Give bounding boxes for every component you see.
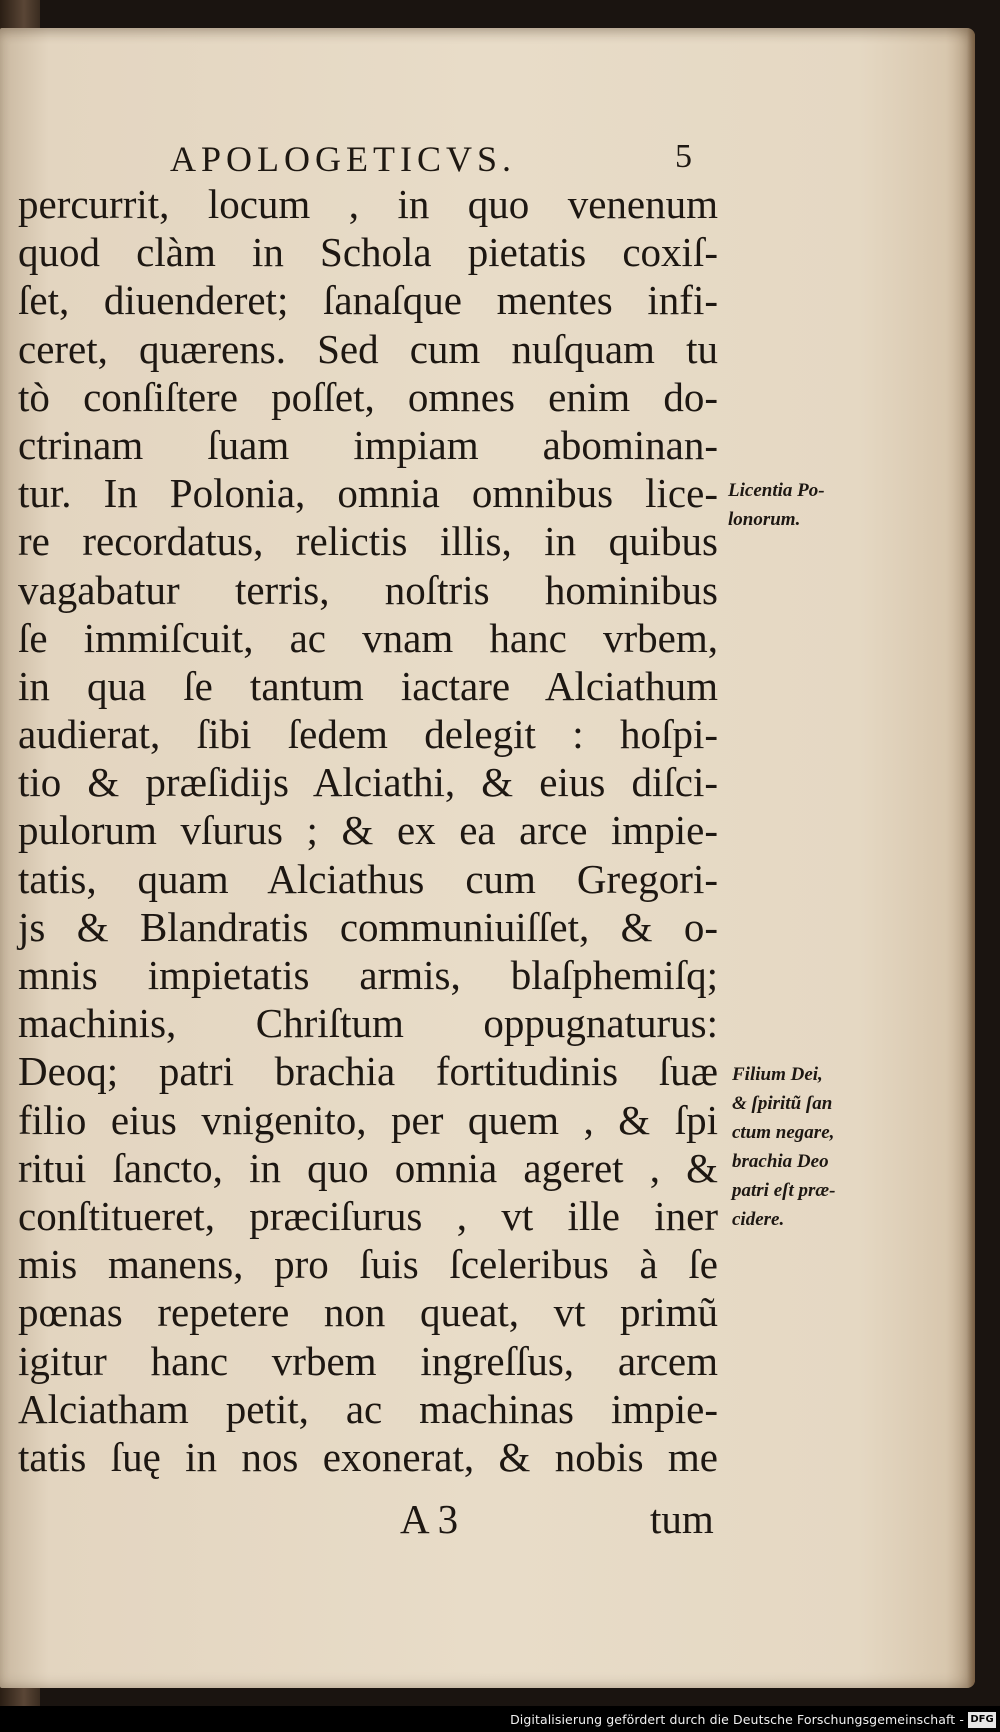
- text-line: tur. In Polonia, omnia omnibus lice-: [18, 470, 718, 517]
- text-line: mis manens, pro ſuis ſceleribus à ſe: [18, 1241, 718, 1288]
- body-text: [18, 180, 738, 1481]
- text-line: igitur hanc vrbem ingreſſus, arcem: [18, 1337, 718, 1384]
- margin-note-line: lonorum.: [728, 509, 801, 530]
- text-line: re recordatus, relictis illis, in quibus: [18, 518, 718, 565]
- margin-note: [732, 1060, 835, 1234]
- margin-note-line: patri eſt præ-: [732, 1180, 836, 1201]
- running-title: APOLOGETICVS.: [170, 139, 517, 179]
- text-line: tò conſiſtere poſſet, omnes enim do-: [18, 373, 718, 420]
- text-line: ctrinam ſuam impiam abominan-: [18, 421, 718, 468]
- text-line: mnis impietatis armis, blaſphemiſq;: [18, 952, 718, 998]
- footer-bar: [0, 1706, 1000, 1732]
- margin-note-line: Licentia Po-: [728, 480, 825, 501]
- text-line: pulorum vſurus ; & ex ea arce impie-: [18, 807, 718, 854]
- text-line: quod clàm in Schola pietatis coxiſ-: [18, 229, 718, 276]
- margin-note-line: ctum negare,: [732, 1122, 835, 1143]
- text-line: Deoq; patri brachia fortitudinis ſuæ: [18, 1048, 718, 1095]
- margin-note-line: & ſpiritũ ſan: [732, 1093, 833, 1114]
- text-line: tatis ſuę in nos exonerat, & nobis me: [18, 1433, 718, 1480]
- text-line: Alciatham petit, ac machinas impie-: [18, 1385, 718, 1432]
- text-line: conſtitueret, præciſurus , vt ille iner: [18, 1192, 718, 1239]
- signature-mark: A 3: [400, 1496, 459, 1542]
- footer-credit: Digitalisierung gefördert durch die Deutsche Forschungsgemeinschaft -: [510, 1712, 964, 1727]
- text-line: filio eius vnigenito, per quem , & ſpi: [18, 1096, 718, 1143]
- text-line: vagabatur terris, noſtris hominibus: [18, 566, 718, 613]
- text-line: ſe immiſcuit, ac vnam hanc vrbem,: [18, 614, 718, 661]
- margin-note-line: Filium Dei,: [732, 1064, 823, 1085]
- text-line: percurrit, locum , in quo venenum: [18, 181, 718, 227]
- text-line: tio & præſidijs Alciathi, & eius diſci-: [18, 759, 718, 806]
- signature-line: [400, 1495, 740, 1545]
- text-line: ceret, quærens. Sed cum nuſquam tu: [18, 325, 718, 372]
- dfg-logo: DFG: [968, 1712, 996, 1728]
- text-line: in qua ſe tantum iactare Alciathum: [18, 662, 718, 709]
- margin-note-line: cidere.: [732, 1209, 785, 1230]
- text-line: js & Blandratis communiuiſſet, & o-: [18, 903, 718, 950]
- text-line: audierat, ſibi ſedem delegit : hoſpi-: [18, 711, 718, 758]
- text-line: ritui ſancto, in quo omnia ageret , &: [18, 1144, 718, 1191]
- book-page: [0, 28, 975, 1688]
- text-line: tatis, quam Alciathus cum Gregori-: [18, 855, 718, 902]
- catchword: tum: [650, 1496, 714, 1542]
- text-line: machinis, Chriſtum oppugnaturus:: [18, 1000, 718, 1047]
- margin-note-line: brachia Deo: [732, 1151, 829, 1172]
- text-line: pœnas repetere non queat, vt primũ: [18, 1289, 718, 1336]
- page-number: 5: [675, 138, 697, 175]
- margin-note: [728, 476, 825, 534]
- text-line: ſet, diuenderet; ſanaſque mentes infi-: [18, 277, 718, 324]
